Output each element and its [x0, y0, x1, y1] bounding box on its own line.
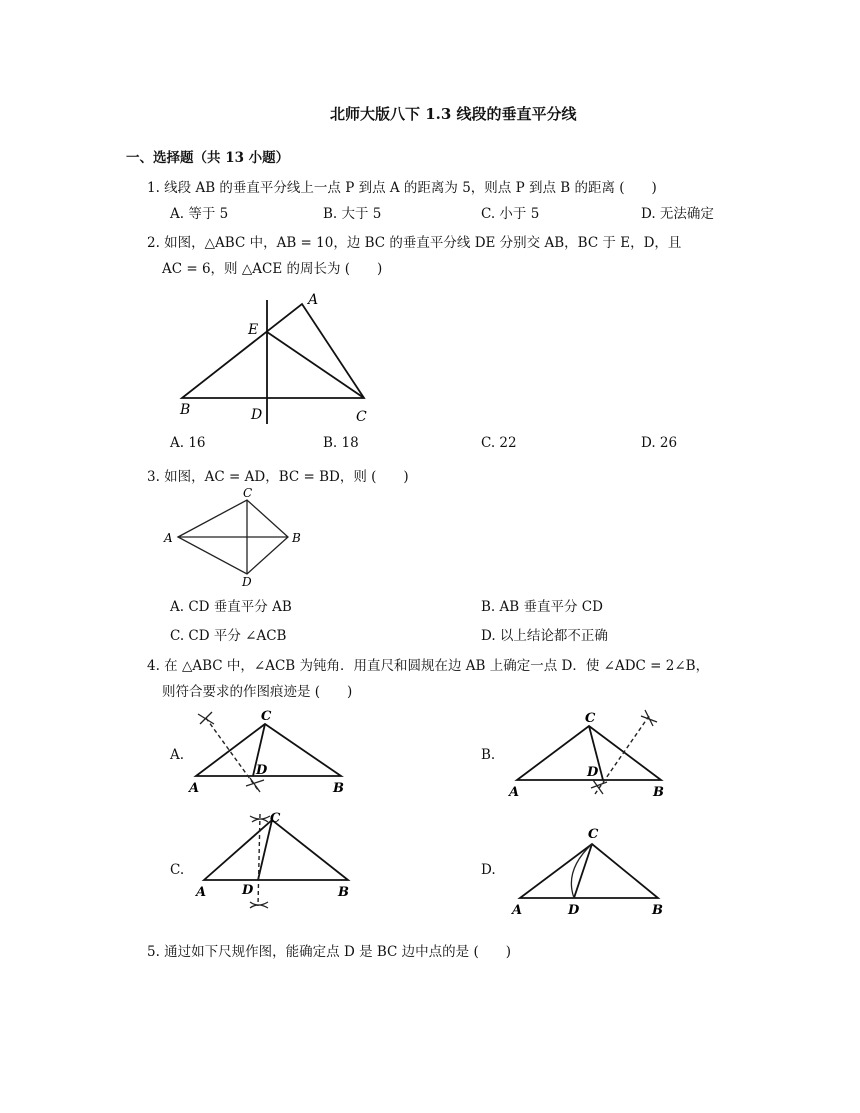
q4-figure-d[interactable] [506, 820, 676, 918]
q2-option-d[interactable]: D. 26 [641, 435, 678, 451]
label-d: D [568, 903, 580, 918]
arc-mark-top [198, 712, 214, 724]
label-d: D [251, 407, 263, 423]
label-b: B [333, 781, 344, 796]
label-b: B [653, 785, 664, 800]
question-1-text: 1. 线段 AB 的垂直平分线上一点 P 到点 A 的距离为 5，则点 P 到点 B 的距离 ( ) [147, 180, 657, 196]
q4-option-a[interactable]: A. [170, 747, 185, 763]
page-title: 北师大版八下 1.3 线段的垂直平分线 [330, 105, 577, 123]
label-c: C [270, 811, 281, 826]
label-c: C [585, 711, 596, 726]
label-c: C [356, 409, 367, 425]
label-a: A [196, 885, 207, 900]
q4-figure-b[interactable] [503, 704, 673, 804]
segment-cd [574, 844, 592, 898]
label-b: B [292, 531, 301, 545]
q3-option-c[interactable]: C. CD 平分 ∠ACB [170, 628, 287, 644]
question-4-line2: 则符合要求的作图痕迹是 ( ) [162, 684, 353, 700]
label-a: A [509, 785, 520, 800]
label-d: D [256, 763, 268, 778]
question-2-line1: 2. 如图，△ABC 中，AB = 10，边 BC 的垂直平分线 DE 分别交 AB，BC 于 E，D，且 [147, 235, 682, 251]
label-a: A [189, 781, 200, 796]
triangle-abc [204, 820, 348, 880]
label-d: D [242, 575, 252, 589]
question-4-line1: 4. 在 △ABC 中，∠ACB 为钝角．用直尺和圆规在边 AB 上确定一点 D．使 ∠ADC = 2∠B， [147, 658, 710, 674]
label-b: B [180, 402, 191, 418]
q1-option-d[interactable]: D. 无法确定 [641, 206, 714, 222]
q2-option-c[interactable]: C. 22 [481, 435, 517, 451]
q1-option-a[interactable]: A. 等于 5 [170, 206, 229, 222]
label-c: C [261, 709, 272, 724]
question-2-line2: AC = 6，则 △ACE 的周长为 ( ) [162, 261, 383, 277]
question-3-text: 3. 如图，AC = AD，BC = BD，则 ( ) [147, 469, 409, 485]
arc-mark-bottom [250, 902, 268, 908]
label-b: B [652, 903, 663, 918]
label-d: D [587, 765, 599, 780]
question-5-text: 5. 通过如下尺规作图，能确定点 D 是 BC 边中点的是 ( ) [147, 944, 511, 960]
q2-option-b[interactable]: B. 18 [323, 435, 359, 451]
label-d: D [242, 883, 254, 898]
q1-option-b[interactable]: B. 大于 5 [323, 206, 382, 222]
label-a: A [164, 531, 173, 545]
label-b: B [338, 885, 349, 900]
arc-mark-bottom [246, 778, 264, 792]
label-e: E [248, 322, 259, 338]
triangle-abc [182, 304, 364, 398]
bisector-trace [258, 814, 260, 906]
q4-figure-a[interactable] [186, 704, 356, 804]
label-a: A [512, 903, 523, 918]
q4-figure-c[interactable] [192, 806, 362, 912]
q4-option-b[interactable]: B. [481, 747, 496, 763]
triangle-abc [196, 724, 341, 776]
segment-ec [267, 332, 364, 398]
q3-kite-figure [160, 484, 310, 590]
label-c: C [243, 486, 253, 500]
bisector-trace [595, 716, 649, 794]
q4-option-c[interactable]: C. [170, 862, 185, 878]
q1-option-c[interactable]: C. 小于 5 [481, 206, 540, 222]
label-a: A [308, 292, 319, 308]
q3-option-d[interactable]: D. 以上结论都不正确 [481, 628, 608, 644]
section-heading: 一、选择题（共 13 小题） [126, 150, 290, 166]
q4-option-d[interactable]: D. [481, 862, 496, 878]
q2-option-a[interactable]: A. 16 [170, 435, 206, 451]
label-c: C [588, 827, 599, 842]
q2-triangle-figure [170, 288, 380, 428]
q3-option-b[interactable]: B. AB 垂直平分 CD [481, 599, 603, 615]
q3-option-a[interactable]: A. CD 垂直平分 AB [170, 599, 292, 615]
